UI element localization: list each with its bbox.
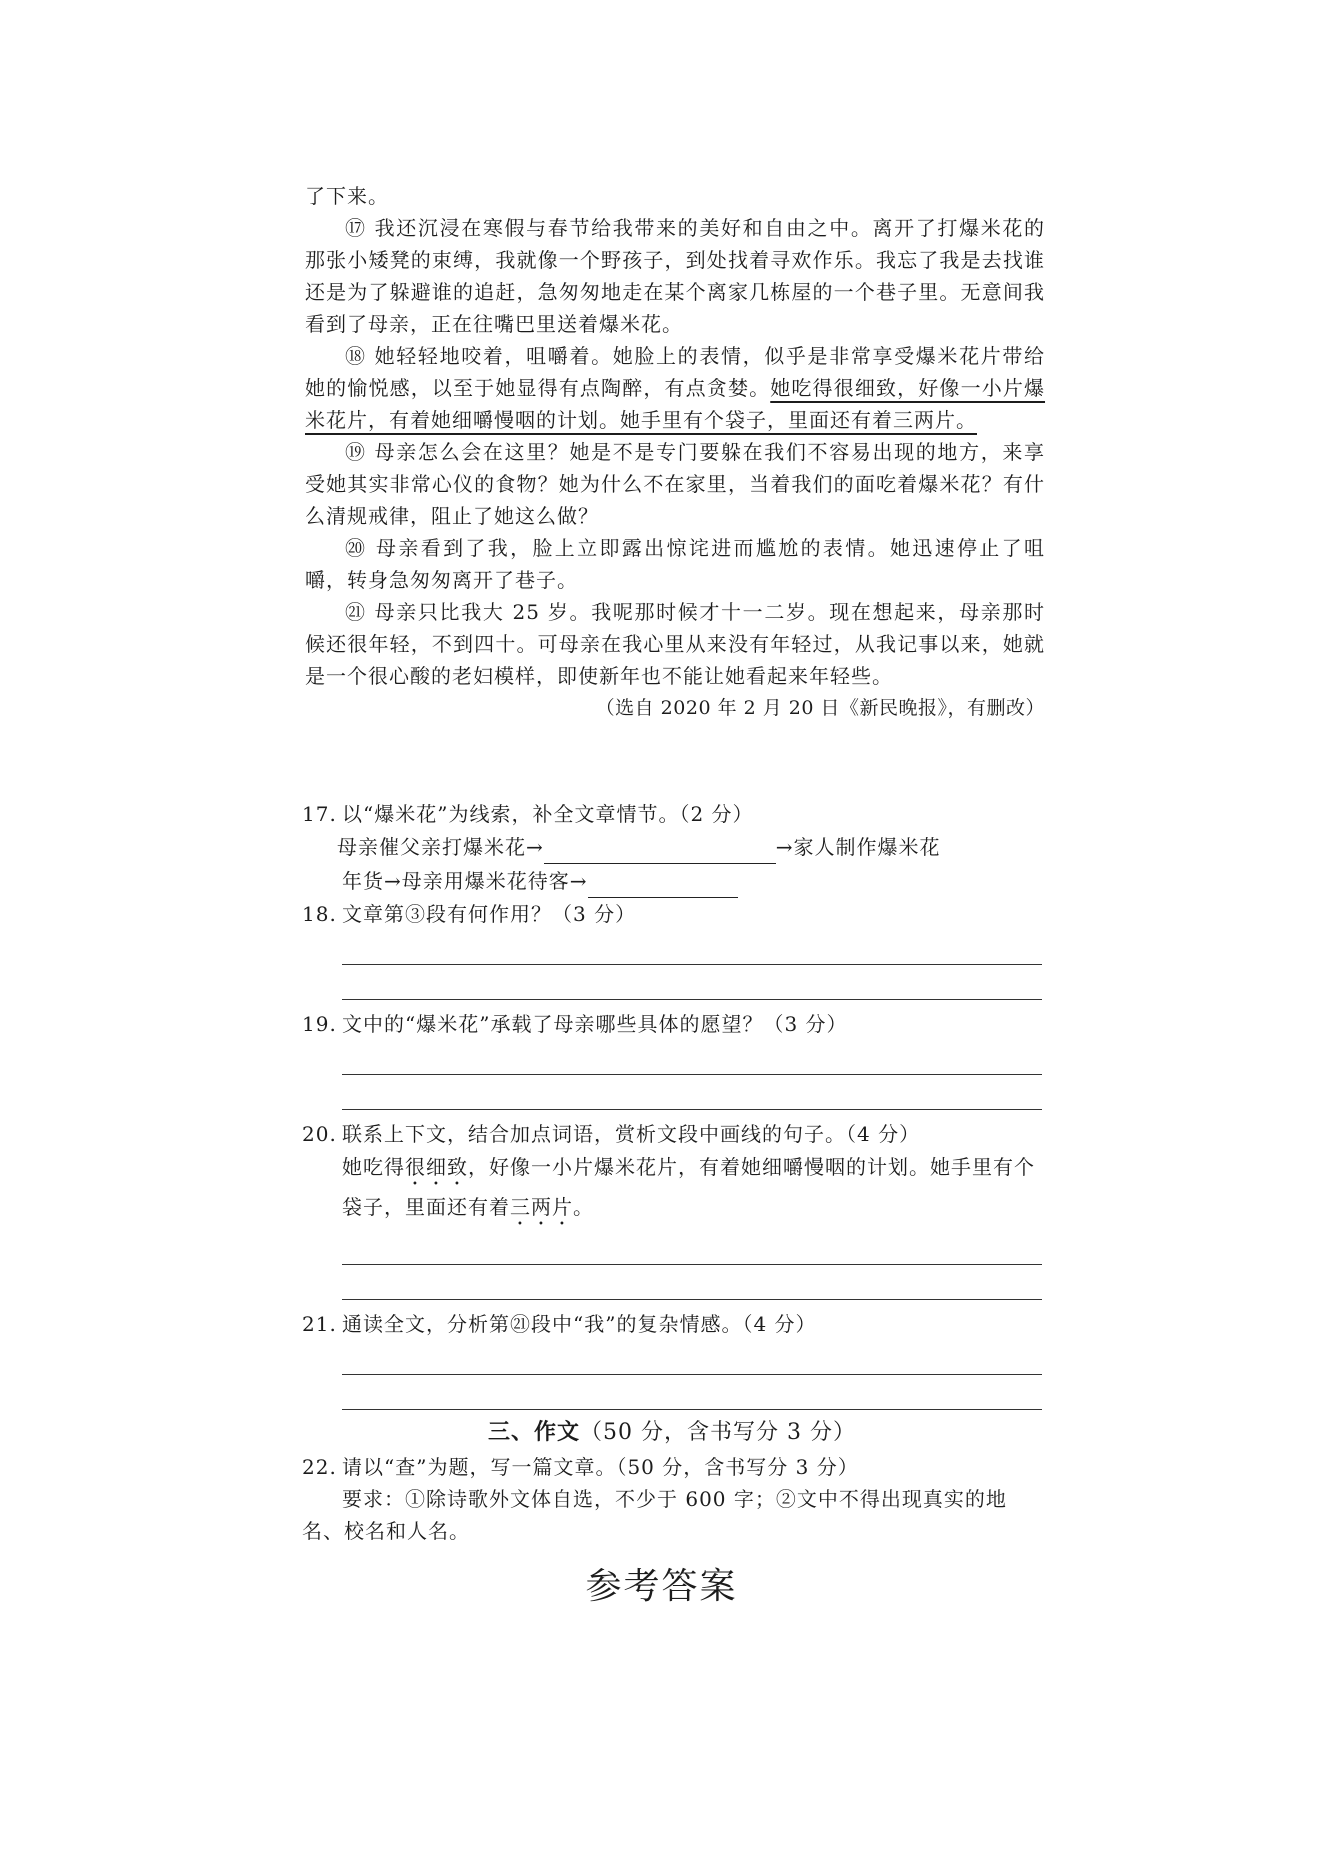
question-block [302,798,1042,1547]
paragraph-18-text: ⑱ 她轻轻地咬着，咀嚼着。她脸上的表情，似乎是非常享受爆米花片带给她的愉悦感，以至于她显得有点陶醉，有点贪婪。 [305,344,1045,400]
dotted-word-1: 很细致 [405,1155,468,1179]
section-title: 三、作文 [488,1419,581,1445]
question-22 [302,1451,1042,1483]
question-18 [302,898,1042,930]
answer-line[interactable] [342,965,1042,1000]
answer-line[interactable] [342,1230,1042,1265]
reading-passage [305,180,1045,724]
quote-text: ，好像一小片爆米花片，有着她细嚼慢咽的计划。她手里有个袋子，里面还有着 [342,1155,1035,1219]
plot-flow-line-2 [302,864,1042,898]
question-22-number: 22. [302,1455,337,1479]
question-19-text: 文中的“爆米花”承载了母亲哪些具体的愿望？（3 分） [342,1012,848,1036]
question-19 [302,1008,1042,1040]
answer-line[interactable] [342,1075,1042,1110]
question-22-text: 请以“查”为题，写一篇文章。（50 分，含书写分 3 分） [342,1455,859,1479]
paragraph-continuation: 了下来。 [305,184,389,208]
question-17-number: 17. [302,802,337,826]
question-18-text: 文章第③段有何作用？（3 分） [342,902,637,926]
paragraph-19: ⑲ 母亲怎么会在这里？她是不是专门要躲在我们不容易出现的地方，来享受她其实非常心仪的食物？她为什么不在家里，当着我们的面吃着爆米花？有什么清规戒律，阻止了她这么做？ [305,440,1045,528]
quote-text: 。 [573,1195,594,1219]
paragraph-17: ⑰ 我还沉浸在寒假与春节给我带来的美好和自由之中。离开了打爆米花的那张小矮凳的束缚，我就像一个野孩子，到处找着寻欢作乐。我忘了我是去找谁还是为了躲避谁的追赶，急匆匆地走在某个离家几栋屋的一个巷子里。无意间我看到了母亲，正在往嘴巴里送着爆米花。 [305,216,1045,336]
question-20-text: 联系上下文，结合加点词语，赏析文段中画线的句子。（4 分） [342,1122,921,1146]
question-21 [302,1308,1042,1340]
question-20 [302,1118,1042,1150]
plot-flow-line-1 [302,830,1042,864]
underlined-sentence: 她吃得很细致，好像一小片爆米花片，有着她细嚼慢咽的计划。她手里有个袋子，里面还有着三两片。 [305,376,1046,432]
question-21-text: 通读全文，分析第㉑段中“我”的复杂情感。（4 分） [342,1312,817,1336]
quote-text: 她吃得 [342,1155,405,1179]
flow-step-c: 年货→母亲用爆米花待客→ [342,869,588,893]
flow-step-b: →家人制作爆米花 [775,835,941,859]
answer-line[interactable] [342,1340,1042,1375]
flow-blank-2[interactable] [588,873,738,898]
flow-blank-1[interactable] [544,839,776,864]
section-points: （50 分，含书写分 3 分） [580,1420,856,1445]
answer-line[interactable] [342,1040,1042,1075]
answer-line[interactable] [342,930,1042,965]
question-21-number: 21. [302,1312,337,1336]
question-17-text: 以“爆米花”为线索，补全文章情节。（2 分） [342,802,754,826]
section-heading [302,1414,1042,1451]
answer-heading: 参考答案 [585,1566,738,1607]
flow-step-a: 母亲催父亲打爆米花→ [337,835,544,859]
question-18-number: 18. [302,902,337,926]
essay-requirements: 要求：①除诗歌外文体自选，不少于 600 字；②文中不得出现真实的地名、校名和人名。 [302,1487,1007,1543]
dotted-word-2: 三两片 [510,1195,573,1219]
source-citation: （选自 2020 年 2 月 20 日《新民晚报》，有删改） [595,697,1045,719]
answer-line[interactable] [342,1265,1042,1300]
paragraph-18 [305,340,1045,436]
question-17 [302,798,1042,830]
paragraph-21: ㉑ 母亲只比我大 25 岁。我呢那时候才十一二岁。现在想起来，母亲那时候还很年轻，不到四十。可母亲在我心里从来没有年轻过，从我记事以来，她就是一个很心酸的老妇模样，即使新年也不能让她看起来年轻些。 [305,600,1045,688]
question-20-number: 20. [302,1122,337,1146]
quoted-sentence [302,1150,1042,1230]
question-19-number: 19. [302,1012,337,1036]
paragraph-20: ⑳ 母亲看到了我，脸上立即露出惊诧进而尴尬的表情。她迅速停止了咀嚼，转身急匆匆离开了巷子。 [305,536,1045,592]
answer-line[interactable] [342,1375,1042,1410]
